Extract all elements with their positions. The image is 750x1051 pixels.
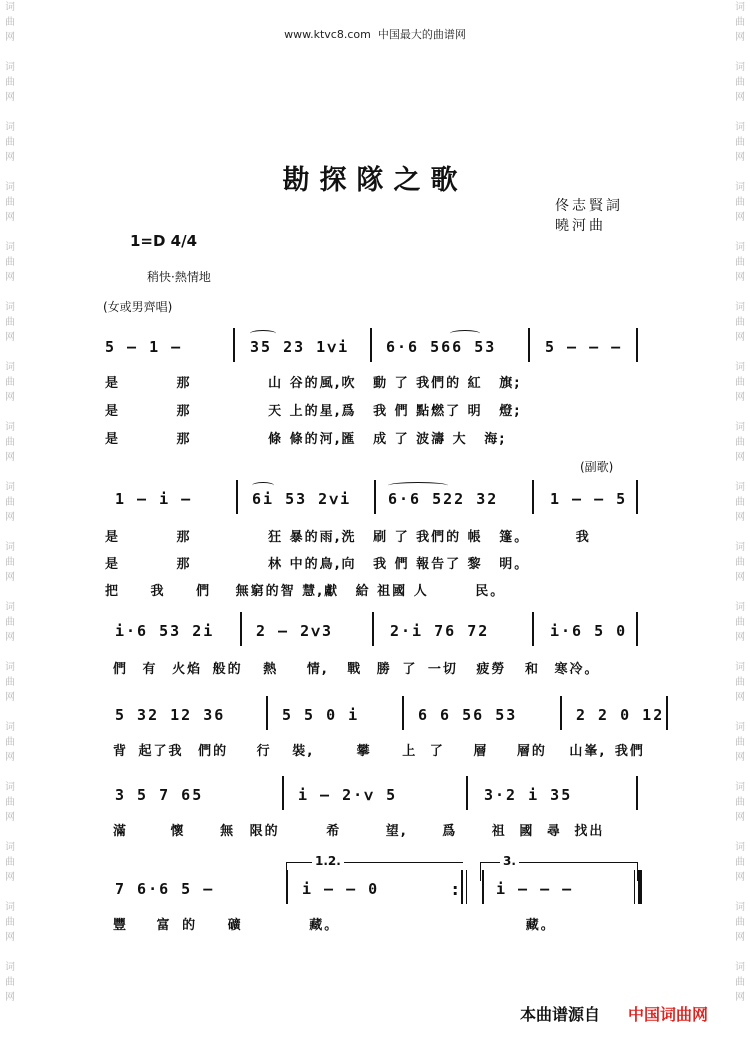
lyric-word: 層的 [516, 744, 547, 759]
barline [372, 612, 374, 646]
lyric-word: 條 條的河,匯 [268, 432, 357, 447]
lyric-word: 行 [256, 744, 272, 759]
lyric-line [113, 914, 556, 933]
lyric-word: 天 上的星,爲 [268, 404, 357, 419]
lyric-word: 把 [105, 584, 121, 599]
barline [532, 480, 534, 514]
measure: 5 — 1 — [105, 338, 183, 356]
lyric-word: 了 [402, 662, 418, 677]
tempo-marking: 稍快·熱情地 [147, 270, 211, 284]
lyric-word: 無 [220, 824, 236, 839]
lyric-word: 裝, [292, 744, 315, 759]
lyric-line [105, 428, 506, 447]
barline [461, 870, 463, 904]
barline [402, 696, 404, 730]
watermark-text: 词 曲 网 [5, 962, 15, 1003]
watermark-text: 词 曲 网 [5, 242, 15, 283]
lyric-word: 那 [176, 557, 192, 572]
lyric-word: 望, [385, 824, 408, 839]
lyric-word: 林 中的鳥,向 [268, 557, 357, 572]
lyric-word: 藏。 [309, 918, 340, 933]
measure: i — 2·ⅴ 5 [298, 786, 398, 804]
barline [236, 480, 238, 514]
song-title: 勘探隊之歌 [282, 165, 468, 196]
measure: 5 — — — [545, 338, 623, 356]
lyric-word: 爲 [442, 824, 458, 839]
lyric-word: 們 [196, 584, 212, 599]
lyric-word: 我們 [614, 744, 645, 759]
measure: 6i 53 2ⅴi [252, 490, 352, 508]
lyric-word: 礦 [227, 918, 243, 933]
lyric-word: 山峯, [569, 744, 607, 759]
watermark-text: 词 曲 网 [735, 962, 745, 1003]
lyric-line [105, 526, 591, 545]
watermark-text: 词 曲 网 [735, 782, 745, 823]
barline [240, 612, 242, 646]
lyric-word: 們的 [198, 744, 229, 759]
credits [555, 196, 623, 236]
header-site: 中国最大的曲谱网 [377, 28, 466, 41]
lyricist: 佟志賢詞 [555, 198, 623, 214]
lyric-word: 疲勞 [476, 662, 507, 677]
watermark-text: 词 曲 网 [735, 482, 745, 523]
lyric-word: 刷 了 我們的 帳 [373, 530, 483, 545]
watermark-text: 词 曲 网 [5, 902, 15, 943]
barline [466, 870, 467, 904]
volta-label-1-2: 1.2. [312, 854, 344, 868]
composer: 曉河曲 [555, 218, 606, 234]
lyric-word: 是 [105, 530, 121, 545]
watermark-text: 词 曲 网 [5, 2, 15, 43]
lyric-word: 有 [142, 662, 158, 677]
slur [252, 482, 274, 489]
lyric-word: 燈; [499, 404, 522, 419]
barline [634, 870, 635, 904]
watermark-text: 词 曲 网 [5, 302, 15, 343]
measure: 3 5 7 65 [115, 786, 204, 804]
footer-site[interactable]: 中国词曲网 [628, 1005, 709, 1024]
lyric-word: 火焰 [172, 662, 203, 677]
watermark-text: 词 曲 网 [5, 542, 15, 583]
measure: 3·2 i 35 [484, 786, 573, 804]
lyric-word: 民。 [475, 584, 506, 599]
lyric-word: 背 [113, 744, 129, 759]
chorus-label: (副歌) [580, 460, 614, 474]
lyric-word: 攀 [356, 744, 372, 759]
lyric-word: 層 [473, 744, 489, 759]
lyric-line [105, 400, 521, 419]
lyric-word: 我 [575, 530, 591, 545]
lyric-word: 希 [326, 824, 342, 839]
measure: i — — — [496, 880, 574, 898]
watermark-text: 词 曲 网 [735, 662, 745, 703]
watermark-text: 词 曲 网 [5, 782, 15, 823]
lyric-word: 海; [484, 432, 507, 447]
lyric-word: 成 了 波濤 大 [373, 432, 468, 447]
lyric-word: 了 [429, 744, 445, 759]
watermark-text: 词 曲 网 [5, 662, 15, 703]
lyric-word: 們 [113, 662, 129, 677]
watermark-text: 词 曲 网 [735, 602, 745, 643]
lyric-word: 上 [402, 744, 418, 759]
performance-note: (女或男齊唱) [103, 300, 173, 314]
lyric-word: 藏。 [525, 918, 556, 933]
barline [282, 776, 284, 810]
measure: 6 6 56 53 [418, 706, 518, 724]
volta-label-3: 3. [500, 854, 519, 868]
slur [388, 482, 448, 489]
lyric-word: 那 [176, 530, 192, 545]
slur [450, 330, 480, 337]
watermark-text: 词 曲 网 [735, 422, 745, 463]
lyric-word: 是 [105, 557, 121, 572]
watermark-text: 词 曲 网 [735, 182, 745, 223]
measure: 5 32 12 36 [115, 706, 226, 724]
lyric-word: 富 [156, 918, 172, 933]
watermark-text: 词 曲 网 [735, 302, 745, 343]
lyric-word: 我 們 點燃了 明 [373, 404, 483, 419]
lyric-word: 限的 [249, 824, 280, 839]
lyric-word: 那 [176, 376, 192, 391]
watermark-text: 词 曲 网 [5, 722, 15, 763]
lyric-line [105, 553, 529, 572]
lyric-word: 找出 [574, 824, 605, 839]
watermark-text: 词 曲 网 [5, 842, 15, 883]
barline [266, 696, 268, 730]
final-barline [638, 870, 642, 904]
watermark-text: 词 曲 网 [5, 602, 15, 643]
barline [528, 328, 530, 362]
key-signature: 1=D 4/4 [130, 232, 198, 250]
measure: 2 2 0 12 [576, 706, 665, 724]
lyric-word: 的 [182, 918, 198, 933]
barline [482, 870, 484, 904]
barline [636, 612, 638, 646]
lyric-word: 無窮的智 慧,獻 [235, 584, 340, 599]
barline [370, 328, 372, 362]
barline [636, 328, 638, 362]
watermark-text: 词 曲 网 [735, 362, 745, 403]
lyric-word: 般的 [212, 662, 243, 677]
measure: i·6 53 2i [115, 622, 215, 640]
measure: 2 — 2ⅴ3 [256, 622, 334, 640]
lyric-word: 那 [176, 432, 192, 447]
lyric-word: 我 [150, 584, 166, 599]
watermark-text: 词 曲 网 [735, 62, 745, 103]
barline [532, 612, 534, 646]
watermark-text: 词 曲 网 [5, 182, 15, 223]
lyric-word: 國 [519, 824, 535, 839]
repeat-sign: : [452, 880, 459, 899]
lyric-word: 那 [176, 404, 192, 419]
lyric-word: 篷。 [499, 530, 530, 545]
watermark-text: 词 曲 网 [5, 482, 15, 523]
lyric-word: 戰 [347, 662, 363, 677]
lyric-word: 尋 [546, 824, 562, 839]
lyric-word: 情, [306, 662, 329, 677]
lyric-line [113, 740, 645, 759]
watermark-text: 词 曲 网 [735, 2, 745, 43]
lyric-word: 起了我 [138, 744, 184, 759]
lyric-word: 是 [105, 432, 121, 447]
watermark-text: 词 曲 网 [5, 362, 15, 403]
lyric-word: 勝 [376, 662, 392, 677]
barline [666, 696, 668, 730]
measure: 6·6 566 53 [386, 338, 497, 356]
slur [250, 330, 276, 337]
lyric-word: 懷 [170, 824, 186, 839]
lyric-line [113, 658, 600, 677]
barline [636, 480, 638, 514]
watermark-text: 词 曲 网 [735, 902, 745, 943]
measure: i — — 0 [302, 880, 380, 898]
barline [560, 696, 562, 730]
lyric-line [105, 580, 505, 599]
lyric-word: 旗; [499, 376, 522, 391]
barline [636, 776, 638, 810]
lyric-word: 寒冷。 [554, 662, 600, 677]
measure: 2·i 76 72 [390, 622, 490, 640]
measure: 1 — — 5 [550, 490, 628, 508]
barline [286, 870, 288, 904]
footer-source: 本曲谱源自 [520, 1005, 601, 1024]
header-url[interactable]: www.ktvc8.com [284, 28, 371, 41]
lyric-word: 熱 [263, 662, 279, 677]
measure: 35 23 1ⅴi [250, 338, 350, 356]
measure: 6·6 522 32 [388, 490, 499, 508]
lyric-word: 是 [105, 404, 121, 419]
watermark-text: 词 曲 网 [735, 842, 745, 883]
lyric-word: 明。 [499, 557, 530, 572]
watermark-text: 词 曲 网 [5, 422, 15, 463]
barline [466, 776, 468, 810]
measure: 7 6·6 5 — [115, 880, 215, 898]
measure: 5 5 0 i [282, 706, 360, 724]
watermark-text: 词 曲 网 [735, 542, 745, 583]
barline [233, 328, 235, 362]
page-header [0, 26, 750, 42]
watermark-text: 词 曲 网 [5, 62, 15, 103]
lyric-line [105, 372, 521, 391]
lyric-word: 和 [524, 662, 540, 677]
lyric-line [113, 820, 604, 839]
lyric-word: 祖 [491, 824, 507, 839]
lyric-word: 狂 暴的雨,洗 [268, 530, 357, 545]
watermark-text: 词 曲 网 [5, 122, 15, 163]
barline [374, 480, 376, 514]
lyric-word: 豐 [113, 918, 129, 933]
lyric-word: 滿 [113, 824, 129, 839]
lyric-word: 一切 [427, 662, 458, 677]
lyric-word: 我 們 報告了 黎 [373, 557, 483, 572]
watermark-text: 词 曲 网 [735, 122, 745, 163]
watermark-text: 词 曲 网 [735, 242, 745, 283]
lyric-word: 動 了 我們的 紅 [373, 376, 483, 391]
measure: i·6 5 0 [550, 622, 628, 640]
lyric-word: 山 谷的風,吹 [268, 376, 357, 391]
measure: 1 — i — [115, 490, 193, 508]
lyric-word: 是 [105, 376, 121, 391]
watermark-text: 词 曲 网 [735, 722, 745, 763]
lyric-word: 給 祖國 人 [355, 584, 429, 599]
